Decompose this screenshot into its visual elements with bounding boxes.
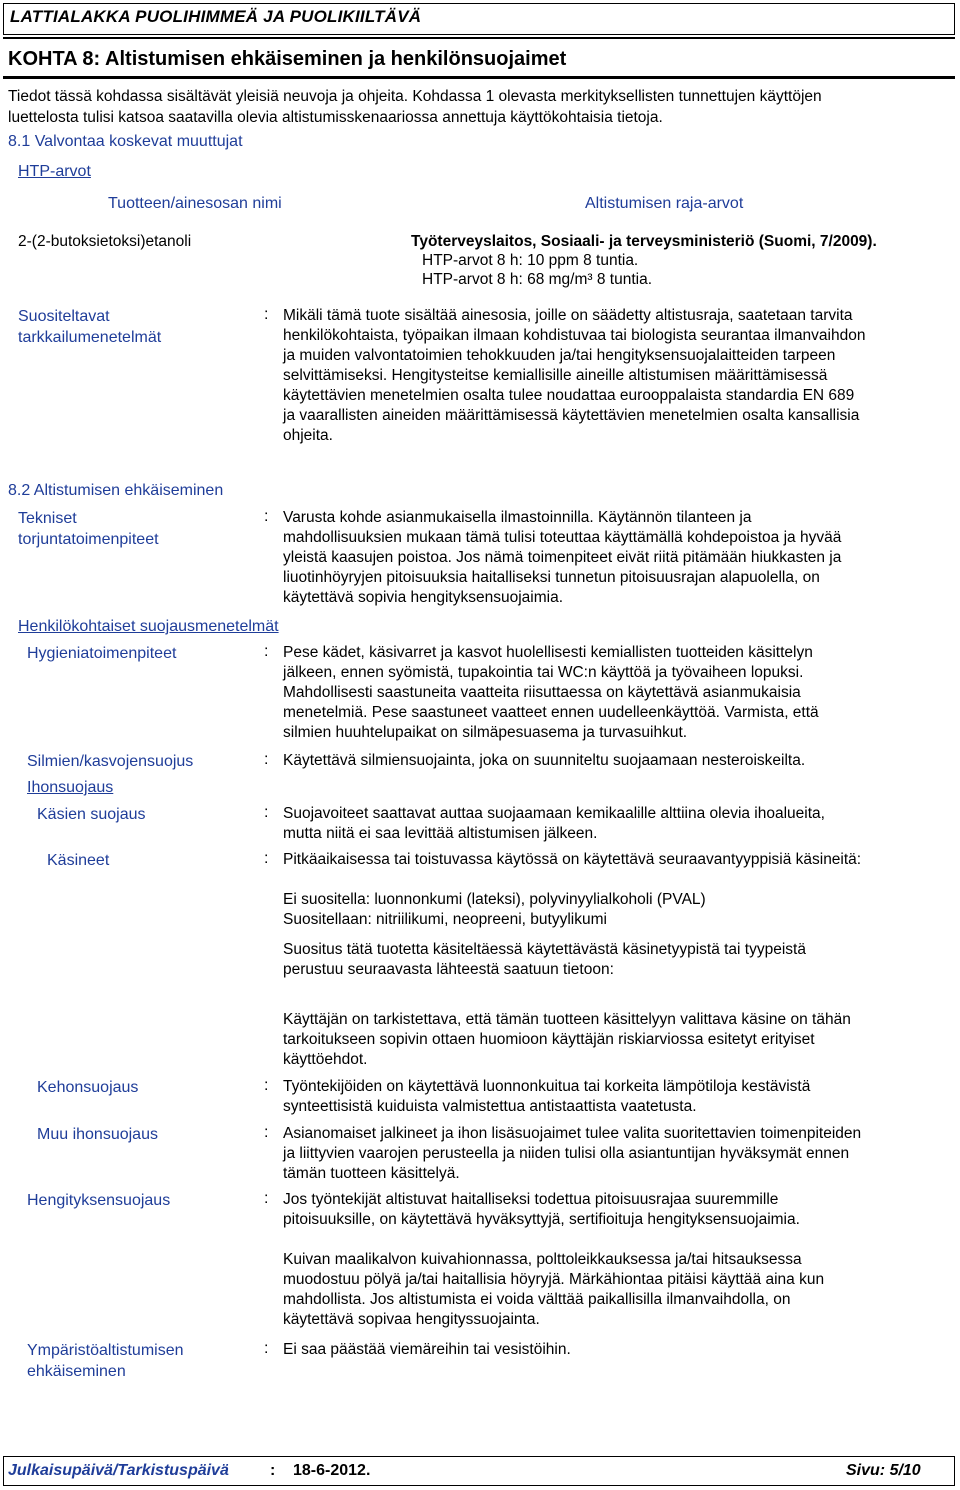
limit-source: Työterveyslaitos, Sosiaali- ja terveysministeriö (Suomi, 7/2009). xyxy=(411,233,877,250)
gloves-recommended: Suositellaan: nitriilikumi, neopreeni, butyylikumi xyxy=(283,911,607,928)
eye-protection-label: Silmien/kasvojensuojus xyxy=(27,753,194,770)
gloves-source: Suositus tätä tuotetta käsiteltäessä käytettävästä käsinetyypistä tai tyypeistä perustuu seuraavasta lähteestä saatuun tietoon: xyxy=(283,941,806,978)
colon: : xyxy=(264,306,269,323)
colon: : xyxy=(264,850,269,867)
colon: : xyxy=(264,804,269,821)
monitoring-text: Mikäli tämä tuote sisältää ainesosia, joille on säädetty altistusraja, saatetaan tarvita henkilökohtaista, työpaikan ilmaan kohdistuvaa tai biologista seurantaa ilmanvaihdon ja muiden valvontatoimien tehokkuuden ja/tai hengityksensuojalaitteiden tarpeen selvittämiseksi. Hengitysteitse kemiallisille aineille altistumisen määrittämisessä käytettävien menetelmien osalta tulee noudattaa eurooppalaista standardia EN 689 ja vaarallisten aineiden määrittämisessä käytettävien menetelmien osalta kansallisia ohjeita. xyxy=(283,307,866,444)
htp-heading: HTP-arvot xyxy=(18,163,91,180)
gloves-text: Pitkäaikaisessa tai toistuvassa käytössä on käytettävä seuraavantyyppisiä käsineitä: xyxy=(283,851,862,868)
subsection-heading-8-2: 8.2 Altistumisen ehkäiseminen xyxy=(8,482,224,499)
intro-line: luettelosta tulisi katsoa saatavilla olevia altistumisskenaariossa annettuja käyttökohtaisia tietoja. xyxy=(8,109,663,126)
hand-protection-text: Suojavoiteet saattavat auttaa suojaamaan kemikaalille alttiina olevia ihoalueita, mutta niitä ei saa levittää altistumisen jälkeen. xyxy=(283,805,825,842)
tech-label: Tekniset xyxy=(18,510,77,527)
colon: : xyxy=(264,1190,269,1207)
environmental-exposure-text: Ei saa päästää viemäreihin tai vesistöihin. xyxy=(283,1341,571,1358)
tech-text: Varusta kohde asianmukaisella ilmastoinnilla. Käytännön tilanteen ja mahdollisuuksien mukaan tämä tulisi toteuttaa käyttämällä kohdepoistoa ja hyvää yleistä kaasujen poistoa. Jos nämä toimenpiteet eivät riitä pitämään hiukkasten ja liuotinhöyryjen pitoisuuksia haitalliseksi tunnetun pitoisuusrajan alapuolella, on käytettävä sopivia hengityksensuojaimia. xyxy=(283,509,842,606)
page-number: Sivu: 5/10 xyxy=(846,1462,921,1479)
eye-protection-text: Käytettävä silmiensuojainta, joka on suunniteltu suojaamaan nesteroiskeilta. xyxy=(283,752,806,769)
colon: : xyxy=(264,1077,269,1094)
column-header-name: Tuotteen/ainesosan nimi xyxy=(108,195,282,212)
gloves-not-recommended: Ei suositella: luonnonkumi (lateksi), polyvinyylialkoholi (PVAL) xyxy=(283,891,706,908)
other-skin-protection-label: Muu ihonsuojaus xyxy=(37,1126,158,1143)
body-protection-label: Kehonsuojaus xyxy=(37,1079,139,1096)
tech-label: torjuntatoimenpiteet xyxy=(18,531,159,548)
body-protection-text: Työntekijöiden on käytettävä luonnonkuitua tai korkeita lämpötiloja kestävistä synteettisistä kuiduista valmistettua antistaattista vaatetusta. xyxy=(283,1078,811,1115)
document-title: LATTIALAKKA PUOLIHIMMEÄ JA PUOLIKIILTÄVÄ xyxy=(10,7,422,26)
hygiene-text: Pese kädet, käsivarret ja kasvot huolellisesti kemiallisten tuotteiden käsittelyn jälkeen, ennen syömistä, tupakointia tai WC:n käyttöä ja työvaiheen lopuksi. Mahdollisesti saastuneita vaatteita riisuttaessa on käytettävä asianmukaisia menetelmiä. Pese saastuneet vaatteet ennen uudelleenkäyttöä. Varmista, että silmien huuhtelupaikat on silmäpesuasema ja turvasuihkut. xyxy=(283,644,819,741)
ppe-heading: Henkilökohtaiset suojausmenetelmät xyxy=(18,618,279,635)
gloves-user-note: Käyttäjän on tarkistettava, että tämän tuotteen käsittelyyn valittava käsine on tähän tarkoitukseen sopivin ottaen huomioon käyttäjän riskiarviossa esitetyt erityiset käyttöehdot. xyxy=(283,1011,851,1068)
subsection-heading-8-1: 8.1 Valvontaa koskevat muuttujat xyxy=(8,133,243,150)
environmental-exposure-label: ehkäiseminen xyxy=(27,1363,126,1380)
hand-protection-label: Käsien suojaus xyxy=(37,806,146,823)
respiratory-protection-note: Kuivan maalikalvon kuivahionnassa, polttoleikkauksessa ja/tai hitsauksessa muodostuu pölyä ja/tai haitallisia höyryjä. Märkähiontaa pitäisi käyttää aina kun mahdollista. Jos altistumista ei voida välttää paikallisilla ilmanvaihdolla, on käytettävä sopivaa hengityssuojainta. xyxy=(283,1251,825,1328)
hygiene-label: Hygieniatoimenpiteet xyxy=(27,645,177,662)
divider xyxy=(3,76,955,79)
monitoring-label: Suositeltavat xyxy=(18,308,110,325)
footer-colon: : xyxy=(270,1462,276,1479)
column-header-limits: Altistumisen raja-arvot xyxy=(585,195,744,212)
colon: : xyxy=(264,1340,269,1357)
colon: : xyxy=(264,1124,269,1141)
colon: : xyxy=(264,508,269,525)
monitoring-label: tarkkailumenetelmät xyxy=(18,329,162,346)
limit-value: HTP-arvot 8 h: 10 ppm 8 tuntia. xyxy=(422,252,639,269)
skin-protection-heading: Ihonsuojaus xyxy=(27,779,114,796)
gloves-label: Käsineet xyxy=(47,852,110,869)
colon: : xyxy=(264,751,269,768)
other-skin-protection-text: Asianomaiset jalkineet ja ihon lisäsuojaimet tulee valita suoritettavien toimenpiteiden ja liittyvien vaarojen perusteella ja niiden tulisi olla asiantuntijan hyväksymät ennen tämän tuotteen käsittelyä. xyxy=(283,1125,862,1182)
intro-line: Tiedot tässä kohdassa sisältävät yleisiä neuvoja ja ohjeita. Kohdassa 1 olevasta merkityksellisten tunnettujen käyttöjen xyxy=(8,88,822,105)
footer-date-label: Julkaisupäivä/Tarkistuspäivä xyxy=(8,1462,229,1479)
divider xyxy=(3,37,955,39)
respiratory-protection-text: Jos työntekijät altistuvat haitalliseksi todettua pitoisuusrajaa suuremmille pitoisuuksille, on käytettävä hyväksyttyjä, sertifioituja hengityksensuojaimia. xyxy=(283,1191,800,1228)
environmental-exposure-label: Ympäristöaltistumisen xyxy=(27,1342,184,1359)
respiratory-protection-label: Hengityksensuojaus xyxy=(27,1192,171,1209)
section-heading: KOHTA 8: Altistumisen ehkäiseminen ja henkilönsuojaimet xyxy=(8,48,567,70)
substance-name: 2-(2-butoksietoksi)etanoli xyxy=(18,233,192,250)
limit-value: HTP-arvot 8 h: 68 mg/m³ 8 tuntia. xyxy=(422,271,653,288)
footer-date: 18-6-2012. xyxy=(293,1462,371,1479)
colon: : xyxy=(264,643,269,660)
